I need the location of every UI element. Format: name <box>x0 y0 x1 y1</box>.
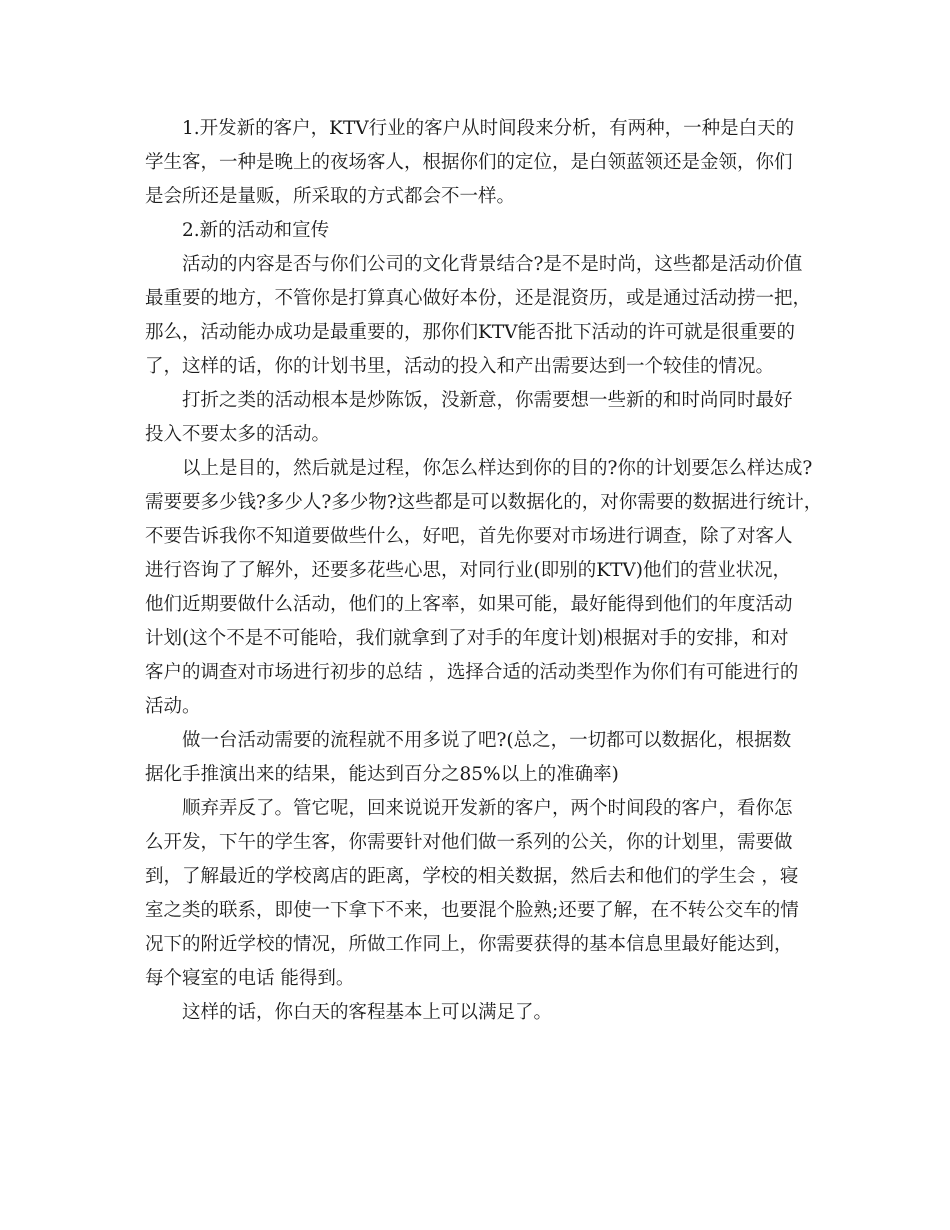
text-line: 2.新的活动和宣传 <box>182 220 330 241</box>
text-line: 做一台活动需要的流程就不用多说了吧?(总之，一切都可以数据化，根据数 <box>182 730 792 751</box>
text-line: 进行咨询了了解外，还要多花些心思，对同行业(即别的KTV)他们的营业状况， <box>145 560 791 581</box>
text-line: 活动。 <box>145 696 201 717</box>
text-line: 这样的话，你白天的客程基本上可以满足了。 <box>182 1002 553 1023</box>
text-line: 据化手推演出来的结果，能达到百分之85%以上的准确率) <box>145 764 619 785</box>
text-line: 以上是目的，然后就是过程，你怎么样达到你的目的?你的计划要怎么样达成? <box>182 458 813 479</box>
text-line: 到，了解最近的学校离店的距离，学校的相关数据，然后去和他们的学生会 ，寝 <box>145 866 799 887</box>
text-line: 他们近期要做什么活动，他们的上客率，如果可能，最好能得到他们的年度活动 <box>145 594 793 615</box>
document-body <box>145 112 823 1030</box>
text-line: 需要要多少钱?多少人?多少物?这些都是可以数据化的，对你需要的数据进行统计， <box>145 492 823 513</box>
text-line: 是会所还是量贩，所采取的方式都会不一样。 <box>145 186 516 207</box>
text-line: 么开发，下午的学生客，你需要针对他们做一系列的公关，你的计划里，需要做 <box>145 832 793 853</box>
text-line: 打折之类的活动根本是炒陈饭，没新意，你需要想一些新的和时尚同时最好 <box>182 390 793 411</box>
text-line: 不要告诉我你不知道要做些什么，好吧，首先你要对市场进行调查，除了对客人 <box>145 526 793 547</box>
text-line: 顺弃弄反了。管它呢，回来说说开发新的客户，两个时间段的客户，看你怎 <box>182 798 793 819</box>
text-line: 每个寝室的电话 能得到。 <box>145 968 355 989</box>
text-line: 那么，活动能办成功是最重要的，那你们KTV能否批下活动的许可就是很重要的 <box>145 322 796 343</box>
text-line: 最重要的地方，不管你是打算真心做好本份，还是混资历，或是通过活动捞一把， <box>145 288 812 309</box>
text-line: 活动的内容是否与你们公司的文化背景结合?是不是时尚，这些都是活动价值 <box>182 254 803 275</box>
text-line: 投入不要太多的活动。 <box>145 424 331 445</box>
text-line: 室之类的联系，即使一下拿下不来，也要混个脸熟;还要了解，在不转公交车的情 <box>145 900 799 921</box>
text-line: 况下的附近学校的情况，所做工作同上，你需要获得的基本信息里最好能达到， <box>145 934 793 955</box>
text-line: 1.开发新的客户，KTV行业的客户从时间段来分析，有两种，一种是白天的 <box>182 118 795 139</box>
text-line: 学生客，一种是晚上的夜场客人，根据你们的定位，是白领蓝领还是金领，你们 <box>145 152 793 173</box>
text-line: 计划(这个不是不可能哈，我们就拿到了对手的年度计划)根据对手的安排，和对 <box>145 628 789 649</box>
text-line: 了，这样的话，你的计划书里，活动的投入和产出需要达到一个较佳的情况。 <box>145 356 775 377</box>
text-line: 客户的调查对市场进行初步的总结 ，选择合适的活动类型作为你们有可能进行的 <box>145 662 799 683</box>
